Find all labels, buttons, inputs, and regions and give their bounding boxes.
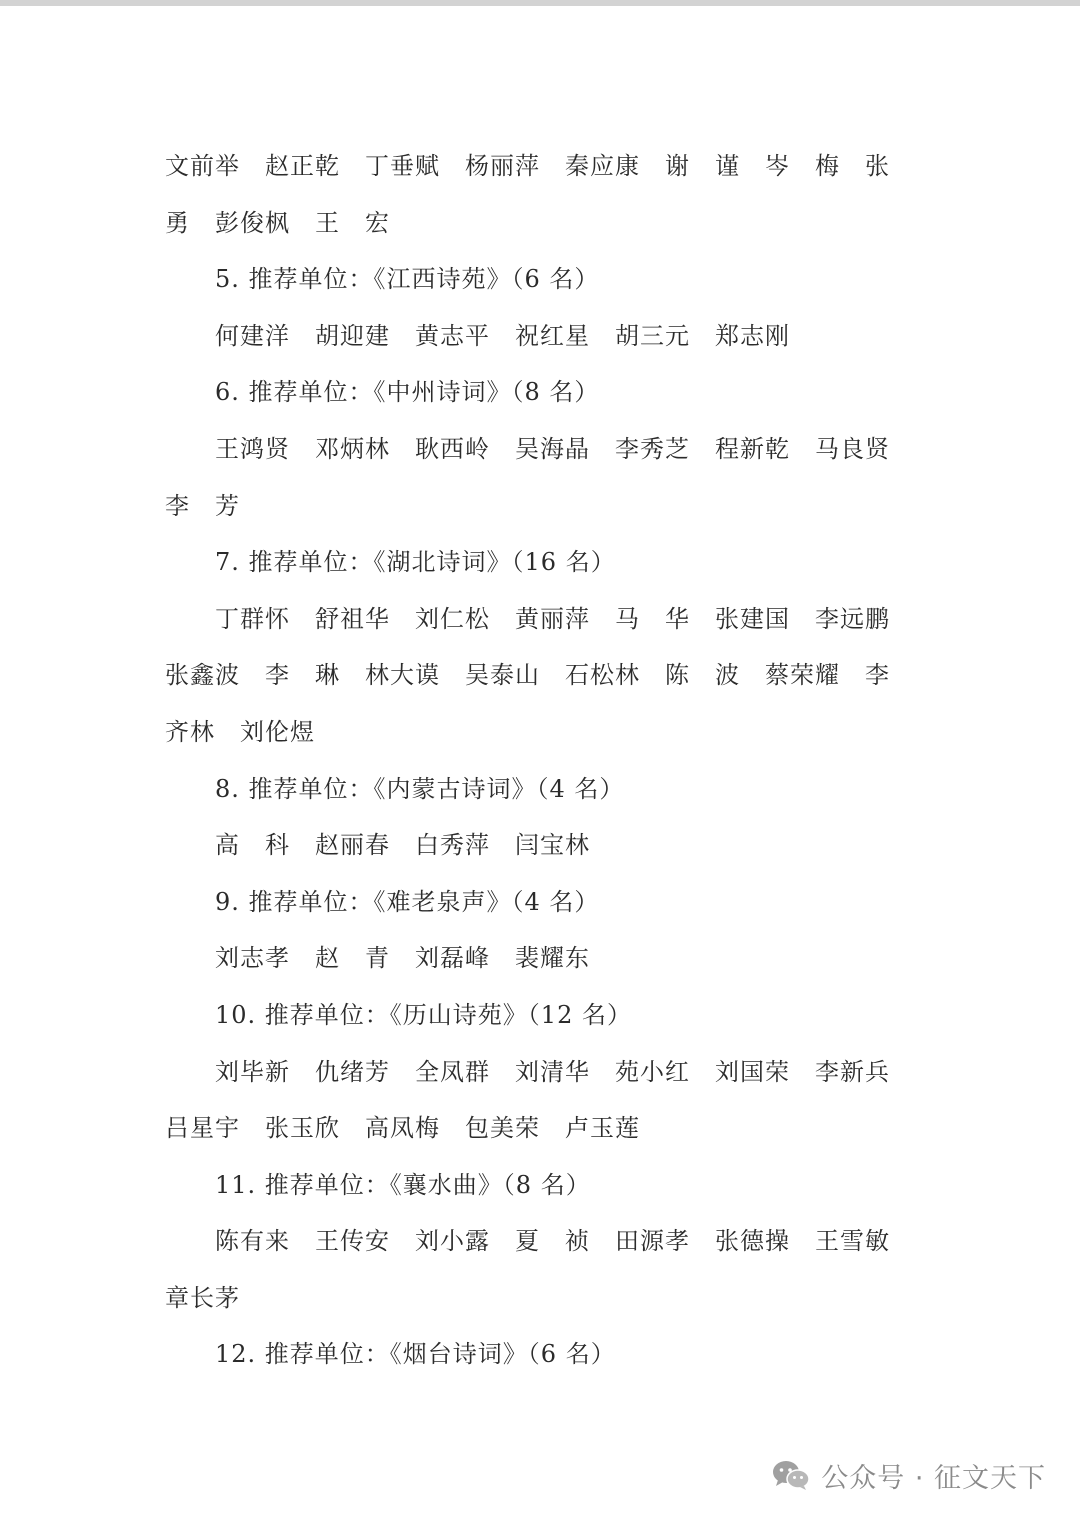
document-body [165, 138, 917, 1383]
text-line: 高 科 赵丽春 白秀萍 闫宝林 [215, 831, 590, 860]
text-line: 勇 彭俊枫 王 宏 [165, 208, 390, 237]
wechat-icon [771, 1459, 811, 1491]
text-line: 10. 推荐单位：《历山诗苑》（12 名） [215, 1000, 632, 1029]
text-line: 陈有来 王传安 刘小露 夏 祯 田源孝 张德操 王雪敏 [215, 1227, 890, 1256]
text-line: 章长茅 [165, 1283, 240, 1312]
text-line: 5. 推荐单位：《江西诗苑》（6 名） [215, 265, 600, 294]
text-line: 张鑫波 李 琳 林大谟 吴泰山 石松林 陈 波 蔡荣耀 李 [165, 661, 890, 690]
text-line: 6. 推荐单位：《中州诗词》（8 名） [215, 378, 600, 407]
watermark [771, 1452, 1046, 1498]
text-line: 李 芳 [165, 491, 240, 520]
watermark-text: 公众号 · 征文天下 [821, 1462, 1046, 1494]
text-line: 齐林 刘伦煜 [165, 717, 315, 746]
text-line: 12. 推荐单位：《烟台诗词》（6 名） [215, 1340, 616, 1369]
top-border [0, 0, 1080, 6]
text-line: 8. 推荐单位：《内蒙古诗词》（4 名） [215, 774, 625, 803]
text-line: 王鸿贤 邓炳林 耿西岭 吴海晶 李秀芝 程新乾 马良贤 [215, 434, 890, 463]
text-line: 文前举 赵正乾 丁垂赋 杨丽萍 秦应康 谢 谨 岑 梅 张 [165, 152, 890, 180]
text-line: 何建洋 胡迎建 黄志平 祝红星 胡三元 郑志刚 [215, 321, 790, 350]
text-line: 丁群怀 舒祖华 刘仁松 黄丽萍 马 华 张建国 李远鹏 [215, 604, 890, 633]
text-line: 刘毕新 仇绪芳 全凤群 刘清华 苑小红 刘国荣 李新兵 [215, 1057, 890, 1086]
text-line: 11. 推荐单位：《襄水曲》（8 名） [215, 1170, 591, 1199]
text-line: 刘志孝 赵 青 刘磊峰 裴耀东 [215, 944, 590, 973]
text-line: 9. 推荐单位：《难老泉声》（4 名） [215, 887, 600, 916]
text-line: 吕星宇 张玉欣 高凤梅 包美荣 卢玉莲 [165, 1114, 640, 1143]
text-line: 7. 推荐单位：《湖北诗词》（16 名） [215, 548, 616, 577]
